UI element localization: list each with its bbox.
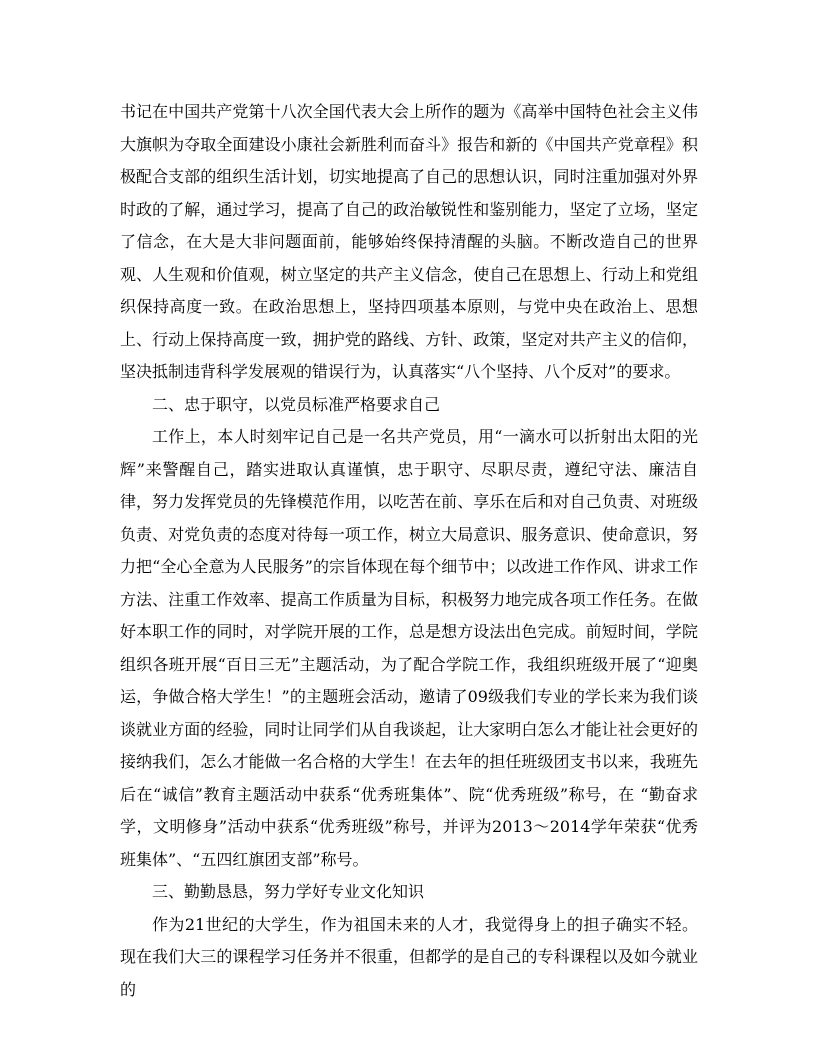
- section-heading-duty: 二、忠于职守，以党员标准严格要求自己: [152, 394, 441, 414]
- paragraph-political-study: 书记在中国共产党第十八次全国代表大会上所作的题为《高举中国特色社会主义伟大旗帜为夺取全面建设小康社会新胜利而奋斗》报告和新的《中国共产党章程》积极配合支部的组织生活计划，切实地提高了自己的思想认识，同时注重加强对外界时政的了解，通过学习，提高了自己的政治敏锐性和鉴别能力，坚定了立场，坚定了信念，在大是大非问题面前，能够始终保持清醒的头脑。不断改造自己的世界观、人生观和价值观，树立坚定的共产主义信念，使自己在思想上、行动上和党组织保持高度一致。在政治思想上，坚持四项基本原则，与党中央在政治上、思想上、行动上保持高度一致，拥护党的路线、方针、政策，坚定对共产主义的信仰，坚决抵制违背科学发展观的错误行为，认真落实“八个坚持、八个反对”的要求。: [120, 102, 698, 381]
- document-body: [120, 96, 698, 1006]
- section-heading-study: 三、勤勤恳恳，努力学好专业文化知识: [152, 882, 425, 901]
- paragraph-work: 工作上，本人时刻牢记自己是一名共产党员，用“一滴水可以折射出太阳的光辉”来警醒自己，踏实进取认真谨慎，忠于职守、尽职尽责，遵纪守法、廉洁自律，努力发挥党员的先锋模范作用，以吃苦在前、享乐在后和对自己负责、对班级负责、对党负责的态度对待每一项工作，树立大局意识、服务意识、使命意识，努力把“全心全意为人民服务”的宗旨体现在每个细节中；以改进工作作风、讲求工作方法、注重工作效率、提高工作质量为目标，积极努力地完成各项工作任务。在做好本职工作的同时，对学院开展的工作，总是想方设法出色完成。前短时间，学院组织各班开展“百日三无”主题活动，为了配合学院工作，我组织班级开展了“迎奥运，争做合格大学生！”的主题班会活动，邀请了09级我们专业的学长来为我们谈谈就业方面的经验，同时让同学们从自我谈起，让大家明白怎么才能让社会更好的接纳我们，怎么才能做一名合格的大学生！在去年的担任班级团支书以来，我班先后在“诚信”教育主题活动中获系“优秀班集体”、院“优秀班级”称号，在 “勤奋求学，文明修身”活动中获系“优秀班级”称号，并评为2013～2014学年荣获“优秀班集体”、“五四红旗团支部”称号。: [120, 427, 698, 869]
- paragraph-study: 作为21世纪的大学生，作为祖国未来的人才，我觉得身上的担子确实不轻。现在我们大三的课程学习任务并不很重，但都学的是自己的专科课程以及如今就业的: [120, 914, 698, 999]
